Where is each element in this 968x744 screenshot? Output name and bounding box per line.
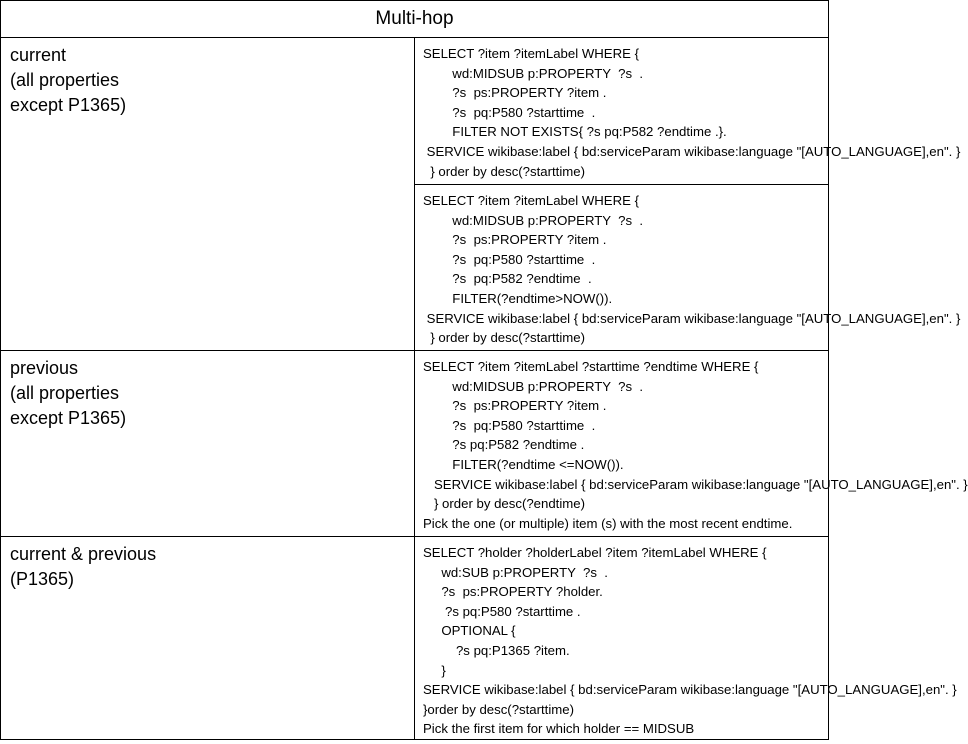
query-line: wd:MIDSUB p:PROPERTY ?s . — [423, 65, 644, 81]
query-line: }order by desc(?starttime) — [423, 701, 574, 717]
query-line: Pick the first item for which holder == MIDSUB — [423, 721, 695, 737]
query-line: SERVICE wikibase:label { bd:serviceParam wikibase:language "[AUTO_LANGUAGE],en". } — [423, 682, 957, 698]
query-line: wd:SUB p:PROPERTY ?s . — [423, 564, 608, 580]
query-cell — [415, 537, 957, 740]
query-line: FILTER NOT EXISTS{ ?s pq:P582 ?endtime .}. — [423, 124, 727, 140]
query-line: SELECT ?item ?itemLabel ?starttime ?endtime WHERE { — [423, 359, 759, 374]
query-line: } — [423, 662, 446, 678]
query-line: ?s pq:P580 ?starttime . — [423, 603, 581, 619]
query-line: FILTER(?endtime <=NOW()). — [423, 456, 624, 472]
query-cell — [415, 351, 968, 537]
query-line: OPTIONAL { — [423, 623, 516, 639]
label-line: current — [10, 45, 67, 65]
query-line: Pick the one (or multiple) item (s) with the most recent endtime. — [423, 515, 793, 531]
row-label-current — [1, 38, 415, 351]
query-line: SERVICE wikibase:label { bd:serviceParam wikibase:language "[AUTO_LANGUAGE],en". } — [423, 143, 961, 159]
query-line: wd:MIDSUB p:PROPERTY ?s . — [423, 378, 644, 394]
query-line: ?s ps:PROPERTY ?holder. — [423, 584, 603, 600]
label-line: current & previous — [10, 544, 157, 564]
query-line: SELECT ?item ?itemLabel WHERE { — [423, 46, 639, 61]
row-label-current-previous — [1, 537, 415, 740]
query-line: } order by desc(?starttime) — [423, 163, 585, 179]
table-row-current — [1, 38, 829, 185]
table-header-row — [1, 1, 829, 38]
query-line: SERVICE wikibase:label { bd:serviceParam wikibase:language "[AUTO_LANGUAGE],en". } — [423, 476, 968, 492]
query-line: ?s ps:PROPERTY ?item . — [423, 232, 607, 248]
label-line: (all properties — [10, 70, 120, 90]
table-title: Multi-hop — [1, 1, 829, 38]
query-line: wd:MIDSUB p:PROPERTY ?s . — [423, 212, 644, 228]
query-line: ?s pq:P582 ?endtime . — [423, 437, 585, 453]
row-label-previous — [1, 351, 415, 537]
query-line: ?s pq:P580 ?starttime . — [423, 251, 596, 267]
query-line: } order by desc(?endtime) — [423, 496, 585, 512]
table-row-current-previous — [1, 537, 829, 740]
label-line: (all properties — [10, 383, 120, 403]
query-line: ?s pq:P580 ?starttime . — [423, 104, 596, 120]
query-line: ?s ps:PROPERTY ?item . — [423, 85, 607, 101]
label-line: previous — [10, 358, 79, 378]
label-line: except P1365) — [10, 408, 127, 428]
query-line: SELECT ?holder ?holderLabel ?item ?itemLabel WHERE { — [423, 545, 767, 560]
query-line: } order by desc(?starttime) — [423, 330, 585, 346]
query-line: SELECT ?item ?itemLabel WHERE { — [423, 193, 639, 208]
table-row-previous — [1, 351, 829, 537]
query-line: SERVICE wikibase:label { bd:serviceParam wikibase:language "[AUTO_LANGUAGE],en". } — [423, 310, 961, 326]
query-line: ?s pq:P580 ?starttime . — [423, 417, 596, 433]
label-line: (P1365) — [10, 569, 75, 589]
query-line: ?s pq:P1365 ?item. — [423, 642, 570, 658]
query-line: ?s ps:PROPERTY ?item . — [423, 398, 607, 414]
label-line: except P1365) — [10, 95, 127, 115]
query-cell — [415, 185, 961, 351]
query-line: ?s pq:P582 ?endtime . — [423, 271, 592, 287]
query-line: FILTER(?endtime>NOW()). — [423, 290, 613, 306]
query-cell — [415, 38, 961, 185]
